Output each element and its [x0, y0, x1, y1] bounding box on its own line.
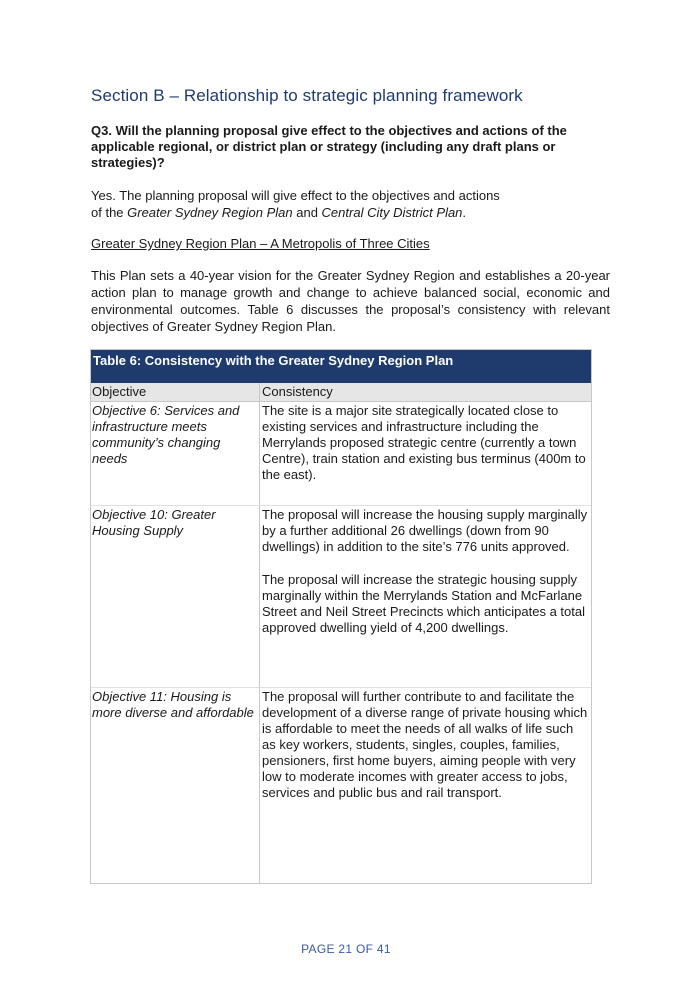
consistency-paragraph: The proposal will increase the housing supply marginally by a further additional 26 dwellings (down from 90 dwellings) in addition to the site’s 776 units approved. — [262, 507, 588, 554]
objective-cell: Objective 10: Greater Housing Supply — [91, 506, 260, 687]
table-row — [91, 688, 591, 883]
answer-line-1: Yes. The planning proposal will give effect to the objectives and actions — [91, 188, 500, 203]
table-row — [91, 506, 591, 688]
answer-prefix: of the — [91, 205, 128, 220]
consistency-cell — [260, 506, 591, 687]
table-row — [91, 402, 591, 506]
answer-doc-1: Greater Sydney Region Plan — [127, 205, 293, 220]
consistency-table — [90, 349, 592, 884]
table-caption: Table 6: Consistency with the Greater Sydney Region Plan — [91, 350, 591, 383]
section-title: Section B – Relationship to strategic planning framework — [91, 86, 523, 105]
body-paragraph: This Plan sets a 40-year vision for the Greater Sydney Region and establishes a 20-year action plan to manage growth and change to achieve balanced social, economic and environmental outcomes. Table 6 discusses the proposal’s consistency with relevant objectives of Greater Sydney Region Plan. — [91, 268, 610, 334]
answer-mid: and — [292, 205, 322, 220]
consistency-cell — [260, 402, 591, 505]
objective-cell: Objective 6: Services and infrastructure meets community’s changing needs — [91, 402, 260, 505]
objective-cell: Objective 11: Housing is more diverse and affordable — [91, 688, 260, 883]
page-number: PAGE 21 OF 41 — [301, 942, 391, 956]
consistency-paragraph: The proposal will further contribute to and facilitate the development of a diverse range of private housing which is affordable to meet the needs of all walks of life such as key workers, students, singles, couples, families, pensioners, first home buyers, aiming people with very low to moderate incomes with greater access to jobs, services and public bus and rail transport. — [262, 689, 588, 800]
consistency-paragraph: The site is a major site strategically located close to existing services and infrastructure including the Merrylands proposed strategic centre (currently a town Centre), train station and existing bus terminus (400m to the east). — [262, 403, 586, 482]
answer-doc-2: Central City District Plan — [321, 205, 463, 220]
table-header-row — [91, 383, 591, 402]
subheading: Greater Sydney Region Plan – A Metropolis of Three Cities — [91, 236, 430, 251]
header-objective: Objective — [91, 383, 260, 401]
question-text: Q3. Will the planning proposal give effect to the objectives and actions of the applicable regional, or district plan or strategy (including any draft plans or strategies)? — [91, 123, 567, 170]
header-consistency: Consistency — [262, 384, 333, 399]
consistency-cell — [260, 688, 591, 883]
answer-text — [91, 187, 596, 221]
consistency-paragraph: The proposal will increase the strategic housing supply marginally within the Merrylands Station and McFarlane Street and Neil Street Precincts which anticipates a total approved dwelling yield of 4,200 dwellings. — [262, 572, 585, 635]
answer-end: . — [462, 205, 467, 220]
